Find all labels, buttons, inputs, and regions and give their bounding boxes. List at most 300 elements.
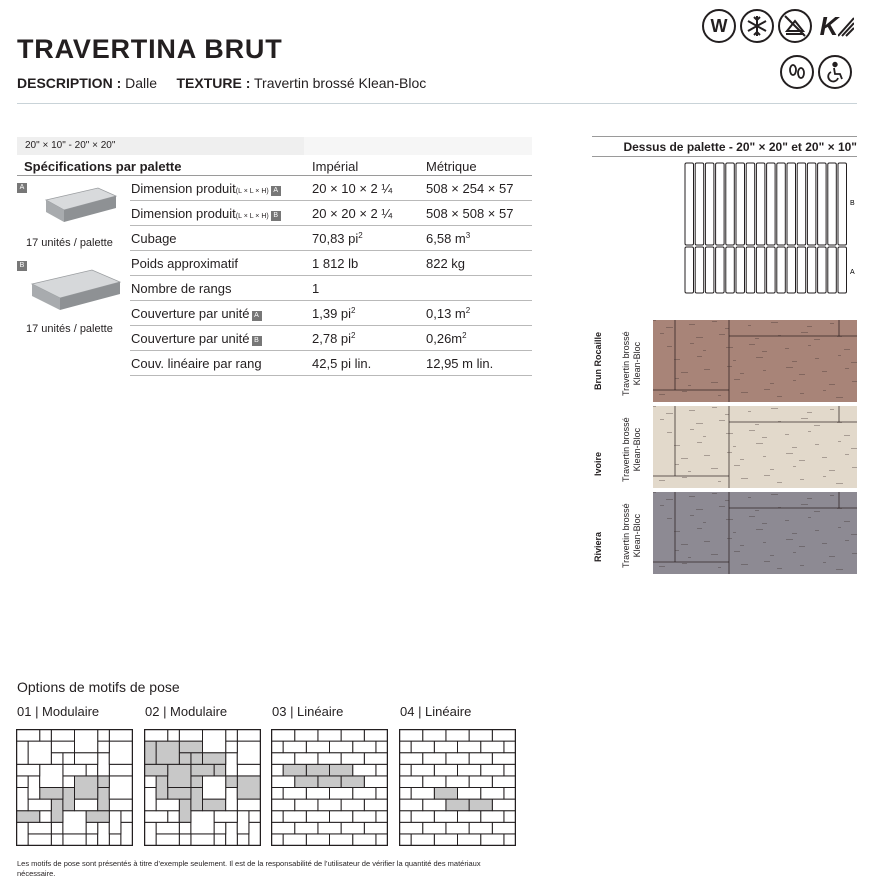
tile	[411, 764, 434, 776]
tile	[330, 741, 353, 753]
tile	[51, 822, 63, 834]
pallet-slab-b	[736, 163, 745, 245]
tile	[411, 741, 434, 753]
tile	[446, 822, 469, 834]
tile	[214, 811, 237, 823]
highlight-tile	[295, 776, 318, 788]
highlight-tile	[203, 753, 226, 765]
highlight-tile	[191, 788, 203, 811]
pattern-label-04: 04 | Linéaire	[400, 704, 472, 719]
pallet-slab-b	[726, 163, 735, 245]
tile	[411, 811, 434, 823]
tile	[306, 741, 329, 753]
pallet-slab-a	[705, 247, 714, 293]
tile	[318, 822, 341, 834]
tile	[226, 753, 238, 776]
tile	[63, 811, 86, 834]
tile	[376, 764, 388, 776]
tile	[504, 788, 516, 800]
tile	[400, 776, 423, 788]
tile	[179, 834, 191, 846]
tile	[481, 764, 504, 776]
pallet-slab-b	[695, 163, 704, 245]
tile	[86, 834, 98, 846]
highlight-tile	[203, 799, 226, 811]
tile	[376, 741, 388, 753]
tile	[341, 730, 364, 742]
tile	[145, 730, 168, 742]
highlight-tile	[156, 776, 168, 799]
tile	[318, 799, 341, 811]
tile	[17, 776, 29, 788]
tile	[341, 753, 364, 765]
tile	[341, 799, 364, 811]
color-swatch	[653, 320, 857, 402]
tile	[469, 776, 492, 788]
pallet-slab-b	[818, 163, 827, 245]
tile	[271, 834, 283, 846]
pattern-02-modulaire	[144, 729, 261, 846]
pallet-top-diagram	[683, 161, 857, 295]
tile	[504, 811, 516, 823]
tile	[271, 764, 283, 776]
swatch-texture: Travertin brossé Klean-Bloc	[621, 331, 642, 396]
tile	[28, 822, 51, 834]
pattern-label-01: 01 | Modulaire	[17, 704, 100, 719]
tile	[272, 799, 295, 811]
tile	[63, 834, 86, 846]
spec-header-imperial: Impérial	[312, 159, 359, 174]
tile	[226, 730, 238, 742]
highlight-tile	[179, 799, 191, 822]
pattern-04-lineaire	[399, 729, 516, 846]
tile	[214, 822, 226, 834]
tile	[51, 834, 63, 846]
pallet-slab-a	[767, 247, 776, 293]
pallet-slab-b	[767, 163, 776, 245]
tile	[40, 730, 52, 742]
tile	[458, 788, 481, 800]
highlight-tile	[98, 788, 110, 811]
disclaimer: Les motifs de pose sont présentés à titre d’exemple seulement. Il est de la responsabilité de l’utilisateur de vérifier la quantité des matériaux nécessaire.	[17, 859, 481, 878]
tile	[51, 730, 74, 742]
pattern-label-03: 03 | Linéaire	[272, 704, 344, 719]
tile	[75, 799, 98, 811]
pallet-slab-a	[838, 247, 847, 293]
tile	[423, 799, 446, 811]
table-row: Dimension produit(L × L × H) B 20 × 20 × 2 ¼ 508 × 508 × 57	[130, 201, 532, 226]
highlight-tile	[318, 776, 341, 788]
pallet-slab-b	[787, 163, 796, 245]
highlight-tile	[237, 776, 260, 799]
tile	[272, 822, 295, 834]
tile	[249, 811, 261, 823]
tile	[411, 788, 434, 800]
tile	[145, 788, 157, 811]
tile	[399, 741, 411, 753]
tile	[98, 741, 110, 753]
tile	[75, 753, 98, 765]
tile	[330, 788, 353, 800]
highlight-tile	[330, 764, 353, 776]
tile	[237, 799, 260, 811]
tile	[458, 811, 481, 823]
tile	[28, 834, 51, 846]
highlight-tile	[17, 811, 40, 823]
tile	[17, 741, 29, 764]
tile	[481, 741, 504, 753]
klean-logo-icon: K	[816, 9, 858, 43]
table-row: Nombre de rangs 1	[130, 276, 532, 301]
highlight-tile	[341, 776, 364, 788]
pallet-slab-a	[818, 247, 827, 293]
highlight-tile	[306, 764, 329, 776]
texture-value: Travertin brossé Klean-Bloc	[254, 75, 427, 91]
tile	[63, 776, 75, 788]
pallet-slab-a	[716, 247, 725, 293]
tile	[17, 730, 40, 742]
tile	[353, 788, 376, 800]
tile	[458, 764, 481, 776]
pallet-slab-a	[695, 247, 704, 293]
tile	[109, 730, 132, 742]
pallet-slab-b	[797, 163, 806, 245]
tile	[376, 834, 388, 846]
tile	[295, 799, 318, 811]
texture-label: TEXTURE :	[176, 75, 251, 91]
spec-header-metric: Métrique	[426, 159, 477, 174]
tile	[353, 764, 376, 776]
color-swatch	[653, 406, 857, 488]
spec-table-header	[17, 156, 532, 176]
frost-icon	[740, 9, 774, 43]
tile	[364, 730, 387, 742]
tile	[492, 799, 515, 811]
pallet-title: Dessus de palette - 20" × 20" et 20" × 10"	[592, 136, 857, 157]
tile	[109, 799, 132, 811]
tile	[458, 834, 481, 846]
tile	[306, 811, 329, 823]
highlight-tile	[168, 788, 191, 800]
pallet-slab-a	[828, 247, 837, 293]
highlight-tile	[75, 776, 98, 799]
highlight-tile	[191, 764, 214, 776]
tile	[109, 776, 132, 799]
pallet-slab-b	[807, 163, 816, 245]
tile	[75, 730, 98, 753]
table-row: Couv. linéaire par rang 42,5 pi lin. 12,95 m lin.	[130, 351, 532, 376]
tile	[191, 834, 214, 846]
table-row: Couverture par unité A 1,39 $pi^2$ 0,13 $m^2$	[130, 301, 532, 326]
tile	[399, 788, 411, 800]
tile	[492, 822, 515, 834]
tile	[98, 822, 110, 845]
tile	[458, 741, 481, 753]
tile	[446, 776, 469, 788]
patterns-title: Options de motifs de pose	[17, 679, 180, 695]
header-divider	[17, 103, 857, 104]
tile	[295, 753, 318, 765]
tile	[145, 811, 168, 823]
tile	[168, 730, 180, 742]
tile	[271, 811, 283, 823]
tile	[364, 799, 387, 811]
tile	[40, 811, 52, 823]
swatch-name: Brun Rocaille	[593, 331, 603, 390]
tile	[423, 776, 446, 788]
tile	[237, 730, 260, 742]
tile	[318, 753, 341, 765]
feature-icons-top	[702, 9, 858, 43]
tile	[156, 834, 179, 846]
tile	[295, 730, 318, 742]
swatch-name: Ivoire	[593, 451, 603, 476]
tile	[121, 811, 133, 823]
tile	[214, 834, 226, 846]
tile	[271, 741, 283, 753]
tile	[504, 741, 516, 753]
tile	[399, 834, 411, 846]
tile	[283, 811, 306, 823]
tile	[191, 811, 214, 834]
tile	[481, 811, 504, 823]
tile	[434, 834, 457, 846]
tile	[109, 741, 132, 764]
pallet-slab-b	[716, 163, 725, 245]
tile	[63, 753, 75, 765]
swatch-texture: Travertin brossé Klean-Bloc	[621, 417, 642, 482]
tile	[179, 822, 191, 834]
tile	[121, 822, 133, 845]
highlight-tile	[434, 788, 457, 800]
tile	[86, 764, 98, 776]
tile	[434, 764, 457, 776]
tile	[400, 753, 423, 765]
tile	[400, 822, 423, 834]
tile	[306, 788, 329, 800]
tile	[481, 788, 504, 800]
tile	[109, 834, 121, 846]
pallet-slab-a	[807, 247, 816, 293]
tile	[341, 822, 364, 834]
tile	[51, 741, 74, 753]
pallet-slab-b	[756, 163, 765, 245]
pallet-slab-b	[685, 163, 694, 245]
highlight-tile	[156, 741, 179, 764]
highlight-tile	[145, 764, 168, 776]
tile	[28, 741, 51, 764]
spec-table	[130, 176, 532, 376]
highlight-tile	[191, 776, 203, 788]
tile	[469, 730, 492, 742]
tile	[376, 811, 388, 823]
tile	[353, 811, 376, 823]
tile	[203, 730, 226, 753]
tile	[145, 822, 157, 845]
tile	[226, 788, 238, 811]
tile	[399, 764, 411, 776]
tile	[17, 764, 40, 776]
tile	[400, 730, 423, 742]
pallet-label-a: A	[850, 269, 855, 276]
tile	[423, 730, 446, 742]
table-row: Poids approximatif 1 812 lb 822 kg	[130, 251, 532, 276]
tile	[434, 811, 457, 823]
spec-header-label: Spécifications par palette	[24, 159, 182, 174]
tile	[40, 764, 63, 787]
tile	[423, 822, 446, 834]
tile	[272, 730, 295, 742]
tile	[17, 788, 29, 811]
tile	[109, 811, 121, 834]
tile	[434, 741, 457, 753]
tile	[504, 764, 516, 776]
tile	[237, 834, 249, 846]
product-a-image	[40, 182, 120, 228]
tile	[237, 741, 260, 764]
tile	[353, 834, 376, 846]
tile	[399, 811, 411, 823]
highlight-tile	[86, 811, 109, 823]
table-row: Couverture par unité B 2,78 $pi^2$ $0,26m^2$	[130, 326, 532, 351]
footsteps-icon	[780, 55, 814, 89]
pallet-slab-a	[797, 247, 806, 293]
tile	[330, 834, 353, 846]
tile	[156, 799, 179, 811]
tile	[400, 799, 423, 811]
tile	[411, 834, 434, 846]
product-b-units: 17 unités / palette	[26, 323, 113, 335]
highlight-tile	[40, 788, 63, 800]
tile	[271, 788, 283, 800]
pallet-slab-a	[746, 247, 755, 293]
tile	[226, 822, 238, 845]
tile	[295, 822, 318, 834]
tile	[423, 753, 446, 765]
highlight-tile	[283, 764, 306, 776]
highlight-tile	[226, 776, 238, 788]
tile	[318, 730, 341, 742]
tile	[28, 776, 40, 799]
pallet-slab-a	[736, 247, 745, 293]
tile	[492, 776, 515, 788]
tile	[272, 776, 295, 788]
highlight-tile	[179, 741, 202, 753]
tile	[469, 822, 492, 834]
tile	[469, 753, 492, 765]
tile	[492, 753, 515, 765]
pallet-slab-a	[756, 247, 765, 293]
pattern-03-lineaire	[271, 729, 388, 846]
tile	[364, 753, 387, 765]
pattern-01-modulaire	[16, 729, 133, 846]
pallet-slab-b	[777, 163, 786, 245]
tile	[376, 788, 388, 800]
no-deicing-salt-icon	[778, 9, 812, 43]
wheelchair-icon	[818, 55, 852, 89]
description-line	[17, 75, 426, 91]
tile	[179, 730, 202, 742]
pallet-slab-b	[705, 163, 714, 245]
tile	[481, 834, 504, 846]
table-row: Dimension produit(L × L × H) A 20 × 10 × 2 ¼ 508 × 254 × 57	[130, 176, 532, 201]
pallet-slab-b	[746, 163, 755, 245]
pattern-label-02: 02 | Modulaire	[145, 704, 228, 719]
tile	[168, 811, 180, 823]
pallet-slab-a	[726, 247, 735, 293]
highlight-tile	[191, 753, 203, 765]
tile	[156, 822, 179, 834]
tile	[203, 776, 226, 799]
tile	[504, 834, 516, 846]
tile	[283, 788, 306, 800]
highlight-tile	[168, 764, 191, 787]
tile	[446, 753, 469, 765]
highlight-tile	[98, 776, 110, 788]
tile	[237, 764, 260, 776]
description-label: DESCRIPTION :	[17, 75, 122, 91]
tile	[63, 764, 86, 776]
tile	[492, 730, 515, 742]
product-a-units: 17 unités / palette	[26, 237, 113, 249]
highlight-tile	[179, 753, 191, 765]
product-b-tag: B	[17, 261, 27, 271]
tile	[353, 741, 376, 753]
highlight-tile	[446, 799, 469, 811]
page-title: TRAVERTINA BRUT	[17, 34, 283, 64]
product-a-tag: A	[17, 183, 27, 193]
pallet-label-b: B	[850, 200, 855, 207]
tile	[364, 776, 387, 788]
tile	[226, 741, 238, 753]
pallet-slab-b	[828, 163, 837, 245]
swatch-name: Riviera	[593, 531, 603, 562]
highlight-tile	[63, 788, 75, 811]
pallet-slab-a	[777, 247, 786, 293]
feature-icons-bottom	[780, 55, 852, 89]
tile	[237, 811, 249, 834]
product-b-image	[28, 264, 124, 316]
tile	[98, 730, 110, 742]
tile	[272, 753, 295, 765]
highlight-tile	[469, 799, 492, 811]
tile	[98, 753, 110, 776]
tile	[51, 753, 63, 765]
tile	[145, 776, 157, 788]
highlight-tile	[145, 741, 157, 764]
pallet-slab-a	[787, 247, 796, 293]
tile	[283, 834, 306, 846]
tile	[249, 822, 261, 845]
tile	[364, 822, 387, 834]
table-row: Cubage 70,83 $pi^2$ 6,58 $m^3$	[130, 226, 532, 251]
tile	[306, 834, 329, 846]
pallet-slab-a	[685, 247, 694, 293]
pallet-slab-b	[838, 163, 847, 245]
w-icon: W	[702, 9, 736, 43]
highlight-tile	[51, 799, 63, 822]
description-value: Dalle	[125, 75, 158, 91]
color-swatch	[653, 492, 857, 574]
tile	[17, 822, 29, 845]
tile	[330, 811, 353, 823]
tile	[283, 741, 306, 753]
highlight-tile	[214, 764, 226, 776]
tile	[109, 764, 132, 776]
tile	[446, 730, 469, 742]
size-band: 20" × 10" - 20" × 20"	[17, 137, 532, 155]
swatch-texture: Travertin brossé Klean-Bloc	[621, 503, 642, 568]
